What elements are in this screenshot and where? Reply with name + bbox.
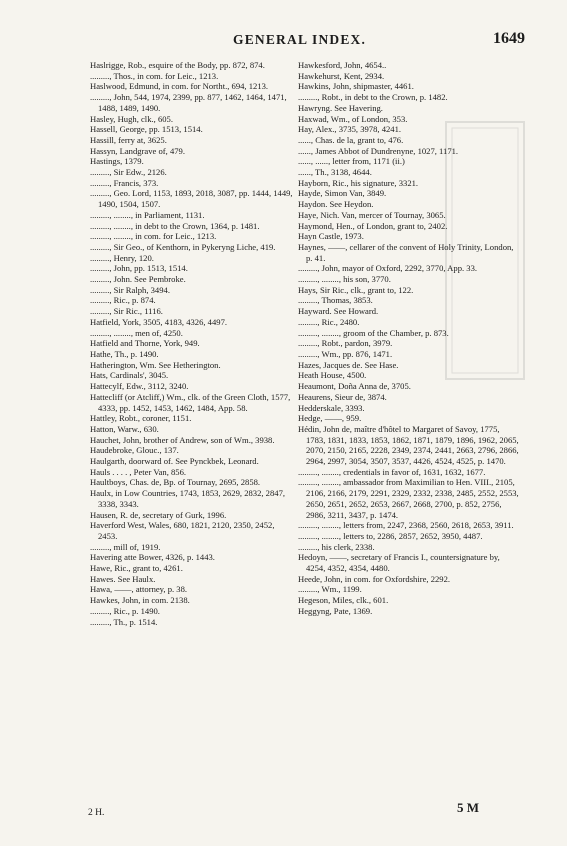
index-entry: ........., ........, in Parliament, 1131. [90, 209, 205, 220]
index-entry: Haverford West, Wales, 680, 1821, 2120, 2350, 2452, 2453. [90, 520, 275, 541]
index-entry: Haslrigge, Rob., esquire of the Body, pp. 872, 874. [90, 60, 265, 70]
index-entry: ........., his clerk, 2338. [298, 541, 375, 552]
index-entry: Haslwood, Edmund, in com. for Northt., 694, 1213. [90, 81, 269, 92]
index-entry: ........., Ric., 2480. [298, 316, 360, 327]
index-entry: ........., Sir Geo., of Kenthorn, in Pykeryng Liche, 419. [90, 241, 276, 252]
index-entry: Haulx, in Low Countries, 1743, 1853, 2629, 2832, 2847, 3338, 3343. [90, 488, 286, 509]
index-entry: Hegeson, Miles, clk., 601. [298, 595, 389, 606]
index-entry: Heath House, 4500. [298, 370, 367, 381]
index-entry: ........., Henry, 120. [90, 252, 154, 263]
index-entry: Hédin, John de, maître d'hôtel to Margaret of Savoy, 1775, 1783, 1831, 1833, 1853, 1862, 1871, 1879, 1896, 1962, 2065, 2070, 2150, 2165, 2228, 2349, 2374, 2441, 2663, 2796, 2866, 2964, 2997, 3054, 3507, 3537, 4426, 4524, 4525, p. 1470. [298, 423, 519, 467]
index-entry: Hawe, Ric., grant to, 4261. [90, 563, 183, 574]
index-entry: Hazes, Jacques de. See Hase. [298, 359, 399, 370]
index-entry: ........., ........, in com. for Leic., 1213. [90, 231, 217, 242]
index-entry: Hedderskale, 3393. [298, 402, 365, 413]
index-entry: Haultboys, Chas. de, Bp. of Tournay, 2695, 2858. [90, 477, 261, 488]
index-entry: ........., mill of, 1919. [90, 541, 161, 552]
index-entry: ......, Chas. de la, grant to, 476. [298, 134, 404, 145]
index-entry: Hauchet, John, brother of Andrew, son of Wm., 3938. [90, 434, 275, 445]
index-entry: Haynes, ——, cellarer of the convent of Holy Trinity, London, p. 41. [298, 241, 514, 263]
page-header [0, 30, 567, 52]
index-entry: Heggyng, Pate, 1369. [298, 605, 373, 616]
index-entry: Hatherington, Wm. See Hetherington. [90, 359, 221, 370]
index-entry: Haymond, Hen., of London, grant to, 2402. [298, 220, 448, 231]
index-entry: ......, James Abbot of Dundrenyne, 1027, 1171. [298, 145, 459, 156]
signature-mark-right: 5 M [457, 800, 480, 815]
index-entry: ........., Sir Ric., 1116. [90, 306, 163, 317]
index-entry: ........., Francis, 373. [90, 177, 159, 188]
index-entry: Hauls . . . . , Peter Van, 856. [90, 466, 187, 477]
index-entry: ........., ........, in debt to the Crown, 1364, p. 1481. [90, 220, 260, 231]
index-entry: ........., Ric., p. 874. [90, 295, 156, 306]
index-entry: Heede, John, in com. for Oxfordshire, 2292. [298, 573, 451, 584]
index-entry: Hasley, Hugh, clk., 605. [90, 113, 173, 124]
signature-mark-left: 2 H. [88, 808, 105, 818]
index-entry: Hawkehurst, Kent, 2934. [298, 70, 385, 81]
index-entry: ........., ........, credentials in favor of, 1631, 1632, 1677. [298, 466, 486, 477]
index-entry: Hawa, ——, attorney, p. 38. [90, 584, 188, 595]
index-entry: ........., Robt., in debt to the Crown, p. 1482. [298, 92, 448, 103]
index-entry: Hassill, ferry at, 3625. [90, 134, 167, 145]
index-entry: Hattecylf, Edw., 3112, 3240. [90, 381, 189, 392]
index-entry: Hedge, ——, 959. [298, 413, 362, 424]
index-entry: Heaumont, Doña Anna de, 3705. [298, 381, 411, 392]
index-entry: ........., John, pp. 1513, 1514. [90, 263, 188, 274]
index-entry: Hassell, George, pp. 1513, 1514. [90, 124, 203, 135]
index-entry: Hays, Sir Ric., clk., grant to, 122. [298, 284, 414, 295]
running-title: GENERAL INDEX. [233, 32, 367, 47]
index-entry: ........., John. See Pembroke. [90, 274, 186, 285]
index-entry: ........., John, 544, 1974, 2399, pp. 877, 1462, 1464, 1471, 1488, 1489, 1490. [90, 92, 287, 113]
index-entry: Hatfield, York, 3505, 4183, 4326, 4497. [90, 316, 228, 327]
index-entry: ........., Thos., in com. for Leic., 1213. [90, 70, 219, 81]
index-entry: ........., Wm., pp. 876, 1471. [298, 348, 393, 359]
index-column-left [90, 60, 295, 627]
index-entry: Hattley, Robt., coroner, 1151. [90, 413, 192, 424]
index-entry: Hayde, Simon Van, 3849. [298, 188, 387, 199]
index-entry: ........., Thomas, 3853. [298, 295, 373, 306]
index-entry: ........., John, mayor of Oxford, 2292, 3770, App. 33. [298, 263, 478, 274]
index-entry: Haxwad, Wm., of London, 353. [298, 113, 408, 124]
index-entry: Hawryng. See Havering. [298, 102, 383, 113]
page-number: 1649 [493, 30, 525, 47]
index-entry: ........., Th., p. 1514. [90, 616, 158, 627]
index-entry: Hayward. See Howard. [298, 306, 379, 317]
index-entry: Haye, Nich. Van, mercer of Tournay, 3065. [298, 209, 446, 220]
index-entry: Haudebroke, Glouc., 137. [90, 445, 179, 456]
index-entry: ........., Wm., 1199. [298, 584, 362, 595]
index-entry: Haydon. See Heydon. [298, 199, 374, 210]
index-entry: Hastings, 1379. [90, 156, 144, 167]
index-entry: ......, ......, letter from, 1171 (ii.) [298, 156, 405, 167]
index-entry: Heaurens, Sieur de, 3874. [298, 391, 387, 402]
index-entry: ........., ........, his son, 3770. [298, 274, 391, 285]
index-entry: Hattecliff (or Atcliff,) Wm., clk. of the Green Cloth, 1577, 4333, pp. 1452, 1453, 1462, 1484, App. 58. [90, 391, 291, 413]
index-column-right [298, 60, 520, 617]
index-entry: Hatton, Warw., 630. [90, 423, 159, 434]
index-entry: ........., ........, letters from, 2247, 2368, 2560, 2618, 2653, 3911. [298, 520, 514, 531]
index-entry: Hayn Castle, 1973. [298, 231, 364, 242]
index-entry: Hats, Cardinals', 3045. [90, 370, 169, 381]
index-entry: Hawkins, John, shipmaster, 4461. [298, 81, 414, 92]
index-entry: ........., Ric., p. 1490. [90, 605, 160, 616]
index-entry: ........., ........, groom of the Chamber, p. 873. [298, 327, 449, 338]
index-entry: Haulgarth, doorward of. See Pynckbek, Leonard. [90, 456, 259, 467]
index-entry: ........., ........, letters to, 2286, 2857, 2652, 3950, 4487. [298, 530, 483, 541]
index-entry: ........., Geo. Lord, 1153, 1893, 2018, 3087, pp. 1444, 1449, 1490, 1504, 1507. [90, 188, 293, 210]
index-entry: Havering atte Bower, 4326, p. 1443. [90, 552, 215, 563]
index-entry: Hawkesford, John, 4654.. [298, 60, 387, 70]
index-entry: ......, Th., 3138, 4644. [298, 167, 372, 178]
index-entry: Hassyn, Landgrave of, 479. [90, 145, 185, 156]
index-entry: ........., Robt., pardon, 3979. [298, 338, 393, 349]
index-entry: Hayborn, Ric., his signature, 3321. [298, 177, 419, 188]
index-entry: ........., Sir Edw., 2126. [90, 167, 167, 178]
index-entry: ........., Sir Ralph, 3494. [90, 284, 170, 295]
index-entry: Hawes. See Haulx. [90, 573, 156, 584]
index-entry: Hedoyn, ——, secretary of Francis I., countersignature by, 4254, 4352, 4354, 4480. [298, 552, 500, 574]
index-entry: ........., ........, ambassador from Maximilian to Hen. VIII., 2105, 2106, 2166, 2179, 2291, 2329, 2332, 2338, 2485, 2552, 2553, 2650, 2651, 2652, 2653, 2667, 2668, 2700, p. 852, 2756, 2986, 3211, 3437, p. 1474. [298, 477, 519, 520]
index-entry: ........., ........, men of, 4250. [90, 327, 183, 338]
index-entry: Hathe, Th., p. 1490. [90, 348, 159, 359]
index-entry: Hawkes, John, in com. 2138. [90, 595, 190, 606]
index-entry: Hausen, R. de, secretary of Gurk, 1996. [90, 509, 227, 520]
index-entry: Hatfield and Thorne, York, 949. [90, 338, 200, 349]
index-entry: Hay, Alex., 3735, 3978, 4241. [298, 124, 402, 135]
